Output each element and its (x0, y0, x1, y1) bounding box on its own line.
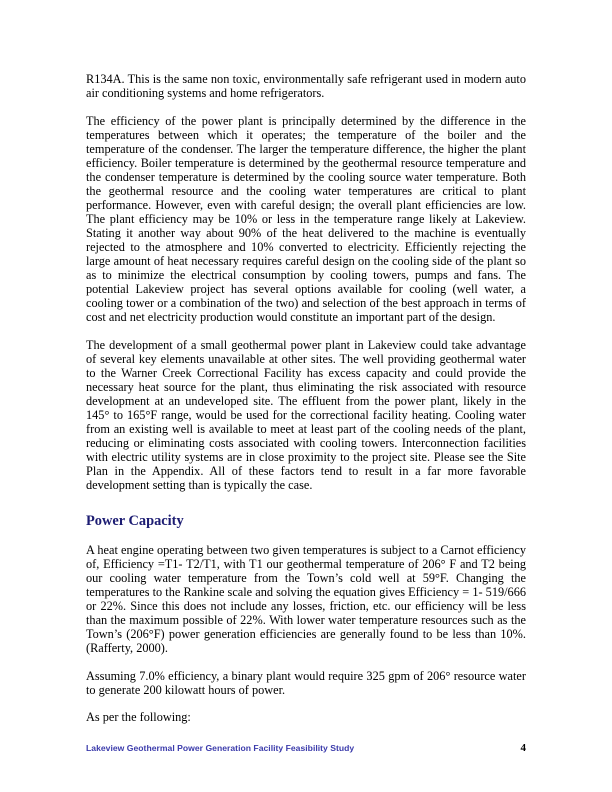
footer-page-number: 4 (520, 742, 526, 754)
paragraph-as-per-following: As per the following: (86, 710, 191, 725)
footer-document-title: Lakeview Geothermal Power Generation Facility Feasibility Study (86, 743, 355, 753)
paragraph-lakeview-development: The development of a small geothermal power plant in Lakeview could take advantage of several key elements unavailable at other sites. The well providing geothermal water to the Warner Creek Correctional Facility has excess capacity and could provide the necessary heat source for the plant, thus eliminating the risk associated with resource development at an undeveloped site. The effluent from the power plant, likely in the 145° to 165°F range, would be used for the correctional facility heating. Cooling water from an existing well is available to meet at least part of the cooling needs of the plant, reducing or eliminating costs associated with cooling towers. Interconnection facilities with electric utility systems are in close proximity to the project site. Please see the Site Plan in the Appendix. All of these factors tend to result in a far more favorable development setting than is typically the case. (86, 337, 526, 493)
page-footer (86, 742, 526, 754)
paragraph-binary-plant-requirement: Assuming 7.0% efficiency, a binary plant would require 325 gpm of 206° resource water to generate 200 kilowatt hours of power. (86, 668, 526, 697)
heading-spacer (86, 506, 526, 513)
page-content (86, 72, 526, 738)
paragraph-plant-efficiency: The efficiency of the power plant is principally determined by the difference in the temperatures between which it operates; the temperature of the boiler and the temperature of the condenser. The larger the temperature difference, the higher the plant efficiency. Boiler temperature is determined by the geothermal resource temperature and the condenser temperature is determined by the cooling source water temperature. Both the geothermal resource and the cooling water temperatures are critical to plant performance. However, even with careful design; the overall plant efficiencies are low. The plant efficiency may be 10% or less in the temperature range likely at Lakeview. Stating it another way about 90% of the heat delivered to the machine is eventually rejected to the atmosphere and 10% converted to electricity. Efficiently rejecting the large amount of heat necessary requires careful design on the cooling side of the plant so as to minimize the electrical consumption by cooling towers, pumps and fans. The potential Lakeview project has several options available for cooling (well water, a cooling tower or a combination of the two) and selection of the best approach in terms of cost and net electricity production would constitute an important part of the design. (86, 113, 526, 325)
paragraph-carnot-efficiency: A heat engine operating between two given temperatures is subject to a Carnot efficiency of, Efficiency =T1- T2/T1, with T1 our geothermal temperature of 206° F and T2 being our cooling water temperature from the Town’s cold well at 59°F. Changing the temperatures to the Rankine scale and solving the equation gives Efficiency = 1- 519/666 or 22%. Since this does not include any losses, friction, etc. our efficiency will be less than the maximum possible of 22%. With lower water temperature resources such as the Town’s (206°F) power generation efficiencies are generally found to be less than 10%. (Rafferty, 2000). (86, 542, 526, 656)
paragraph-refrigerant: R134A. This is the same non toxic, environmentally safe refrigerant used in modern auto air conditioning systems and home refrigerators. (86, 72, 526, 101)
section-heading-power-capacity: Power Capacity (86, 512, 184, 529)
